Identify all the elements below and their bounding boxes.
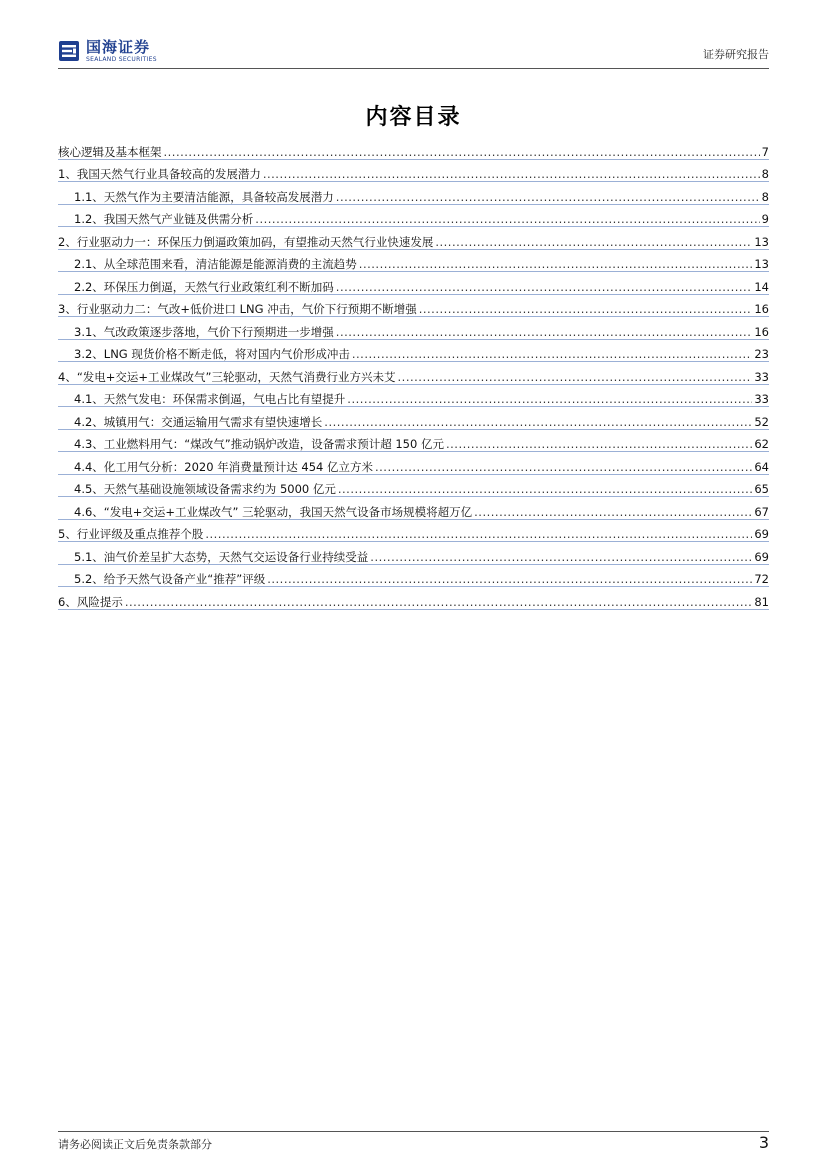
toc-section-number: 4.3、: [74, 437, 104, 451]
toc-entry[interactable]: [58, 475, 769, 498]
toc-entry[interactable]: [58, 250, 769, 273]
toc-section-number: 4、: [58, 369, 77, 384]
toc-entry[interactable]: [58, 340, 769, 363]
toc-section-title: 化工用气分析：2020 年消费量预计达 454 亿立方米: [103, 459, 373, 474]
toc-leader-dots: [324, 415, 752, 430]
toc-entry[interactable]: [58, 385, 769, 408]
toc-page-number: 16: [754, 302, 769, 316]
toc-section-number: 1.2、: [74, 212, 104, 226]
toc-section-title: 城镇用气：交通运输用气需求有望快速增长: [103, 414, 323, 429]
toc-section-number: 5.1、: [74, 549, 104, 564]
toc-section-title: 从全球范围来看，清洁能源是能源消费的主流趋势: [103, 257, 357, 271]
toc-entry[interactable]: [58, 205, 769, 228]
toc-entry[interactable]: [58, 317, 769, 340]
page-header: [58, 36, 769, 66]
toc-entry[interactable]: [58, 430, 769, 453]
toc-entry[interactable]: [58, 362, 769, 385]
toc-section-title: LNG 现货价格不断走低，将对国内气价形成冲击: [103, 347, 350, 361]
toc-leader-dots: [375, 460, 752, 475]
toc-page-number: 14: [754, 279, 769, 294]
page-number: 3: [758, 1133, 769, 1152]
toc-section-title: 工业燃料用气：“煤改气”推动锅炉改造，设备需求预计超 150 亿元: [103, 437, 444, 451]
toc-page-number: 7: [761, 144, 769, 159]
footer-disclaimer: 请务必阅读正文后免责条款部分: [58, 1138, 212, 1151]
toc-page-number: 9: [761, 212, 769, 226]
toc-section-number: 6、: [58, 594, 77, 609]
toc-section-title: 行业评级及重点推荐个股: [76, 527, 204, 541]
toc-page-number: 16: [754, 324, 769, 339]
toc-section-title: 天然气作为主要清洁能源，具备较高发展潜力: [103, 189, 334, 204]
toc-entry[interactable]: [58, 272, 769, 295]
toc-leader-dots: [336, 325, 753, 340]
toc-page-number: 72: [754, 572, 769, 586]
toc-leader-dots: [347, 392, 752, 407]
toc-entry[interactable]: [58, 407, 769, 430]
toc-page-number: 13: [754, 234, 769, 249]
toc-entry[interactable]: [58, 137, 769, 160]
toc-entry[interactable]: [58, 542, 769, 565]
toc-section-number: 2.2、: [74, 279, 104, 294]
toc-page-number: 33: [754, 369, 769, 384]
toc-section-title: 环保压力倒逼，天然气行业政策红利不断加码: [103, 279, 334, 294]
toc-page-number: 81: [754, 594, 769, 609]
toc-section-number: 2.1、: [74, 257, 104, 271]
toc-section-number: 4.1、: [74, 392, 104, 406]
toc-section-number: 4.5、: [74, 482, 104, 496]
toc-section-number: 5、: [58, 527, 77, 541]
sealand-logo-icon: [58, 40, 80, 62]
toc-section-title: 我国天然气行业具备较高的发展潜力: [76, 167, 261, 181]
toc-entry[interactable]: [58, 497, 769, 520]
toc-section-title: 气改政策逐步落地，气价下行预期进一步增强: [103, 324, 334, 339]
toc-section-number: 3、: [58, 302, 77, 316]
toc-section-number: 2、: [58, 234, 77, 249]
toc-leader-dots: [267, 572, 752, 587]
toc-section-number: 4.4、: [74, 459, 104, 474]
toc-leader-dots: [336, 280, 753, 295]
table-of-contents: [58, 137, 769, 610]
toc-page-number: 8: [761, 167, 769, 181]
report-type-label: 证券研究报告: [703, 48, 769, 61]
toc-leader-dots: [164, 145, 760, 160]
toc-page-number: 69: [754, 549, 769, 564]
toc-entry[interactable]: [58, 295, 769, 318]
toc-leader-dots: [398, 370, 753, 385]
toc-leader-dots: [359, 257, 753, 272]
toc-row-divider: [58, 609, 769, 610]
toc-page-number: 62: [754, 437, 769, 451]
toc-section-title: 油气价差呈扩大态势，天然气交运设备行业持续受益: [103, 549, 369, 564]
toc-section-number: 1.1、: [74, 189, 104, 204]
toc-leader-dots: [338, 482, 752, 497]
toc-title: 内容目录: [365, 104, 462, 130]
toc-entry[interactable]: [58, 587, 769, 610]
toc-section-title: 风险提示: [76, 594, 123, 609]
toc-page-number: 65: [754, 482, 769, 496]
toc-section-title: 给予天然气设备产业“推荐”评级: [103, 572, 266, 586]
toc-section-title: 天然气发电：环保需求倒逼，气电占比有望提升: [103, 392, 346, 406]
toc-section-number: 3.2、: [74, 347, 104, 361]
toc-leader-dots: [352, 347, 752, 362]
toc-entry[interactable]: [58, 160, 769, 183]
toc-leader-dots: [125, 595, 753, 610]
toc-page-number: 64: [754, 459, 769, 474]
toc-page-number: 67: [754, 504, 769, 519]
toc-section-title: 我国天然气产业链及供需分析: [103, 212, 254, 226]
toc-page-number: 23: [754, 347, 769, 361]
toc-page-number: 8: [761, 189, 769, 204]
toc-section-title: “发电+交运+工业煤改气”三轮驱动，天然气消费行业方兴未艾: [76, 369, 396, 384]
header-divider: [58, 68, 769, 69]
toc-entry[interactable]: [58, 182, 769, 205]
toc-section-number: 4.2、: [74, 414, 104, 429]
toc-page-number: 33: [754, 392, 769, 406]
toc-entry[interactable]: [58, 565, 769, 588]
toc-entry[interactable]: [58, 227, 769, 250]
toc-page-number: 13: [754, 257, 769, 271]
logo-chinese-name: 国海证券: [86, 37, 151, 56]
toc-leader-dots: [446, 437, 752, 452]
toc-leader-dots: [370, 550, 752, 565]
toc-entry[interactable]: [58, 520, 769, 543]
toc-leader-dots: [263, 167, 760, 182]
toc-section-number: 1、: [58, 167, 77, 181]
toc-section-title: 行业驱动力一：环保压力倒逼政策加码，有望推动天然气行业快速发展: [76, 234, 434, 249]
toc-section-title: “发电+交运+工业煤改气” 三轮驱动，我国天然气设备市场规模将超万亿: [103, 504, 473, 519]
logo-english-name: SEALAND SECURITIES: [86, 55, 157, 63]
toc-leader-dots: [419, 302, 753, 317]
toc-page-number: 69: [754, 527, 769, 541]
toc-section-number: 5.2、: [74, 572, 104, 586]
toc-leader-dots: [336, 190, 760, 205]
toc-page-number: 52: [754, 414, 769, 429]
toc-leader-dots: [255, 212, 759, 227]
toc-section-number: 4.6、: [74, 504, 104, 519]
toc-section-title: 天然气基础设施领域设备需求约为 5000 亿元: [103, 482, 336, 496]
footer-divider: [58, 1131, 769, 1132]
company-logo: [58, 38, 157, 64]
toc-entry[interactable]: [58, 452, 769, 475]
toc-section-title: 行业驱动力二：气改+低价进口 LNG 冲击，气价下行预期不断增强: [76, 302, 417, 316]
toc-section-number: 3.1、: [74, 324, 104, 339]
toc-leader-dots: [205, 527, 752, 542]
toc-leader-dots: [435, 235, 752, 250]
toc-section-title: 核心逻辑及基本框架: [58, 144, 162, 159]
toc-leader-dots: [474, 505, 752, 520]
